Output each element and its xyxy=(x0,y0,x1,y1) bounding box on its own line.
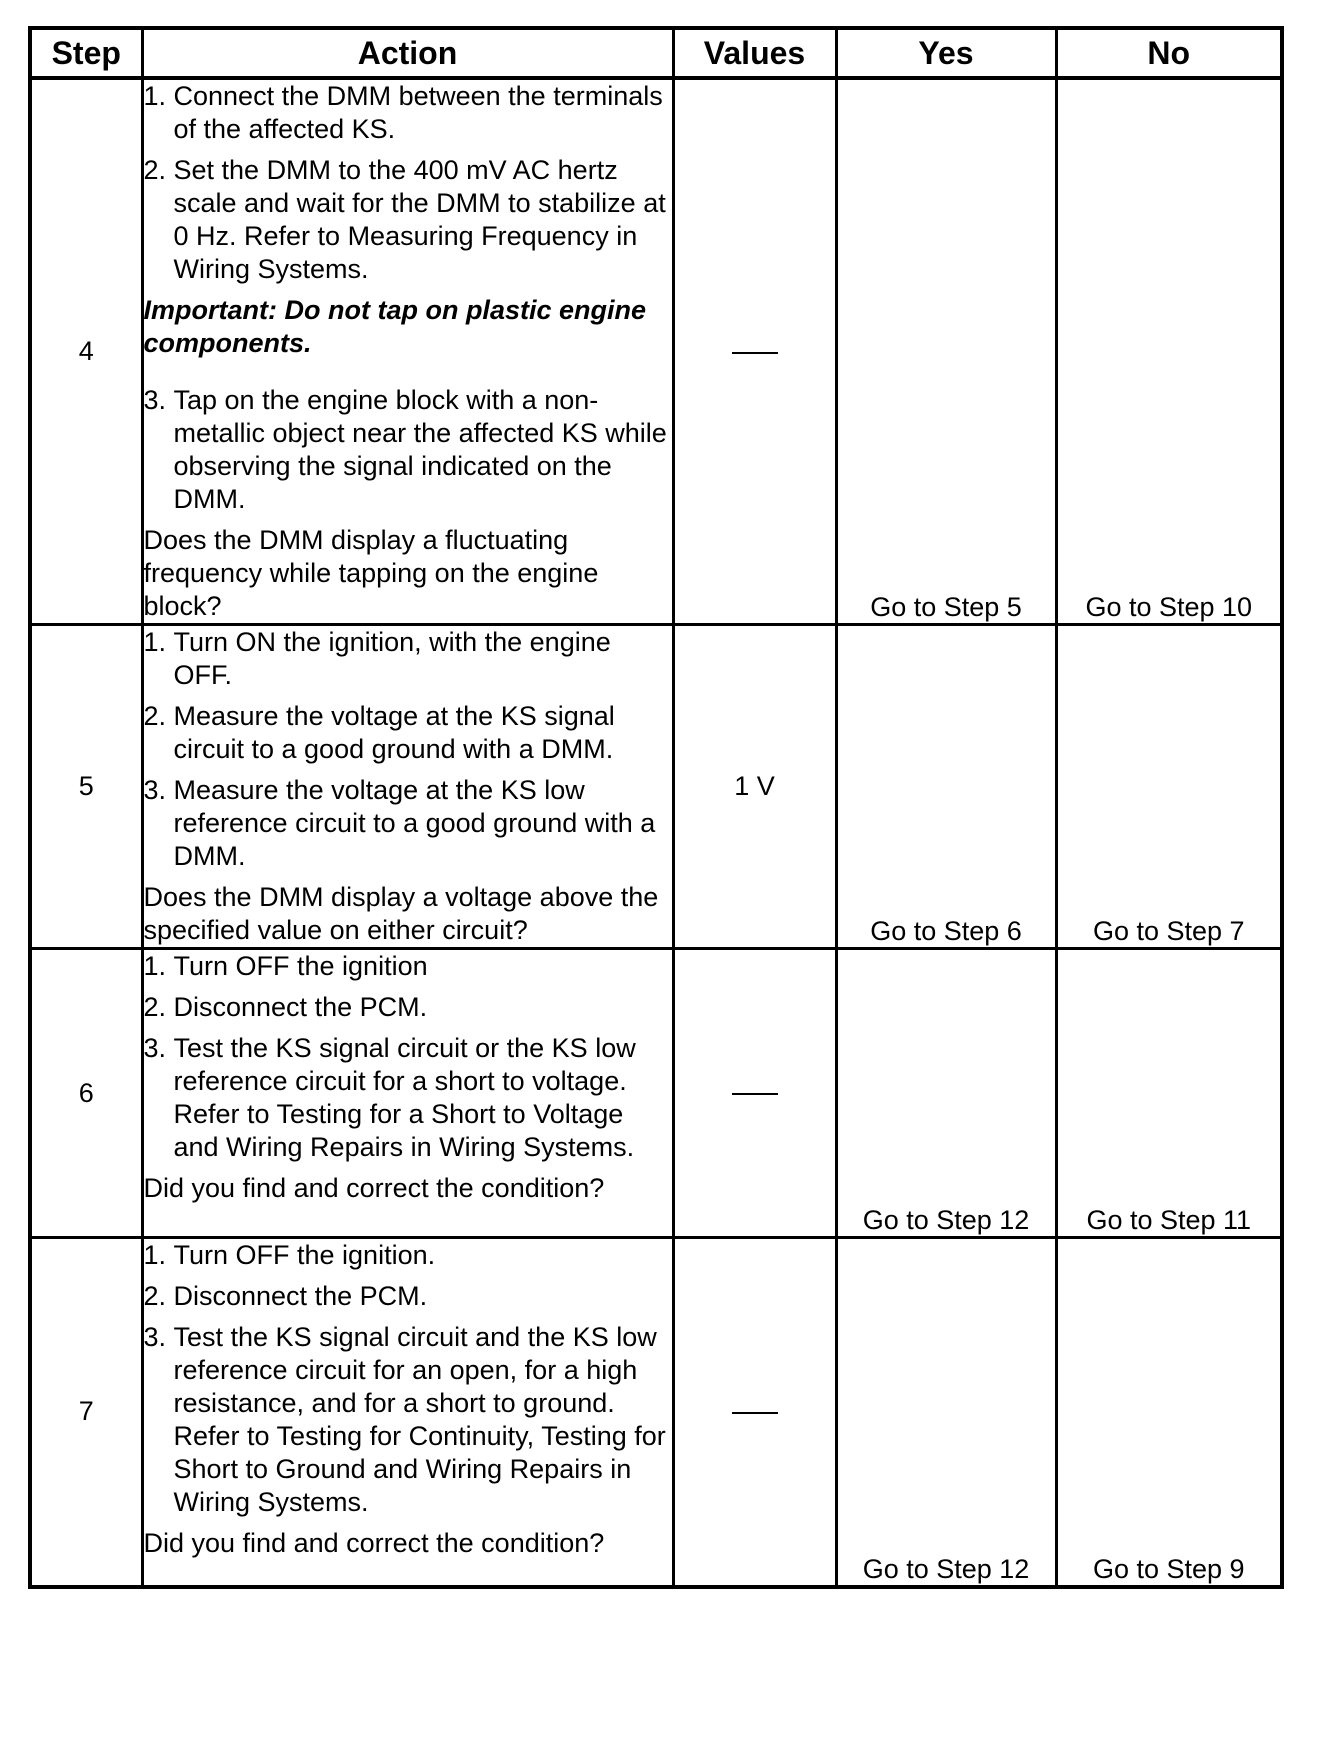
item-number: 2. xyxy=(143,701,167,731)
no-cell: Go to Step 9 xyxy=(1056,1238,1282,1587)
value-cell xyxy=(673,78,836,625)
action-item xyxy=(144,991,672,1024)
item-number: 3. xyxy=(143,775,167,805)
header-values: Values xyxy=(673,28,836,78)
table-row xyxy=(30,78,1282,625)
action-question: Did you find and correct the condition? xyxy=(143,1528,605,1558)
item-text: Turn ON the ignition, with the engine OFF. xyxy=(173,627,611,690)
value-cell xyxy=(673,1238,836,1587)
action-question: Does the DMM display a voltage above the specified value on either circuit? xyxy=(143,882,659,945)
item-text: Test the KS signal circuit and the KS low reference circuit for an open, for a high resistance, and for a short to ground. Refer to Testing for Continuity, Testing for Short to Ground and Wiring Repairs in Wiring Systems. xyxy=(173,1322,666,1517)
action-item xyxy=(144,1280,672,1313)
item-number: 1. xyxy=(143,1240,167,1270)
header-no: No xyxy=(1056,28,1282,78)
step-number: 5 xyxy=(30,625,142,949)
item-text: Disconnect the PCM. xyxy=(173,1281,428,1311)
item-text: Measure the voltage at the KS low reference circuit to a good ground with a DMM. xyxy=(173,775,656,871)
action-item xyxy=(144,950,672,983)
item-number: 1. xyxy=(143,951,167,981)
no-cell: Go to Step 11 xyxy=(1056,949,1282,1238)
step-number: 7 xyxy=(30,1238,142,1587)
action-item xyxy=(144,700,672,766)
header-step: Step xyxy=(30,28,142,78)
action-cell xyxy=(142,78,673,625)
step-number: 4 xyxy=(30,78,142,625)
item-text: Set the DMM to the 400 mV AC hertz scale and wait for the DMM to stabilize at 0 Hz. Refer to Measuring Frequency in Wiring Systems. xyxy=(173,155,666,284)
item-number: 2. xyxy=(143,1281,167,1311)
item-number: 3. xyxy=(143,1322,167,1352)
value-cell: 1 V xyxy=(673,625,836,949)
action-cell xyxy=(142,949,673,1238)
item-text: Turn OFF the ignition. xyxy=(173,1240,436,1270)
table-row xyxy=(30,949,1282,1238)
important-note: Important: Do not tap on plastic engine components. xyxy=(143,295,646,358)
no-cell: Go to Step 10 xyxy=(1056,78,1282,625)
item-number: 3. xyxy=(143,385,167,415)
step-number: 6 xyxy=(30,949,142,1238)
empty-value-dash xyxy=(732,1093,778,1095)
action-item xyxy=(144,80,672,146)
action-cell xyxy=(142,625,673,949)
item-number: 2. xyxy=(143,155,167,185)
yes-cell: Go to Step 5 xyxy=(836,78,1056,625)
action-item xyxy=(144,626,672,692)
action-cell xyxy=(142,1238,673,1587)
diagnostic-table xyxy=(28,26,1284,1589)
header-yes: Yes xyxy=(836,28,1056,78)
action-question: Does the DMM display a fluctuating frequency while tapping on the engine block? xyxy=(143,525,599,621)
item-number: 1. xyxy=(143,627,167,657)
action-question: Did you find and correct the condition? xyxy=(143,1173,605,1203)
item-text: Tap on the engine block with a non-metallic object near the affected KS while observing the signal indicated on the DMM. xyxy=(173,385,667,514)
empty-value-dash xyxy=(732,1412,778,1414)
no-cell: Go to Step 7 xyxy=(1056,625,1282,949)
item-text: Turn OFF the ignition xyxy=(173,951,428,981)
item-number: 2. xyxy=(143,992,167,1022)
yes-cell: Go to Step 12 xyxy=(836,949,1056,1238)
yes-cell: Go to Step 12 xyxy=(836,1238,1056,1587)
action-item xyxy=(144,1239,672,1272)
empty-value-dash xyxy=(732,352,778,354)
header-action: Action xyxy=(142,28,673,78)
item-text: Connect the DMM between the terminals of the affected KS. xyxy=(173,81,663,144)
yes-cell: Go to Step 6 xyxy=(836,625,1056,949)
item-text: Test the KS signal circuit or the KS low reference circuit for a short to voltage. Refer to Testing for a Short to Voltage and Wiring Repairs in Wiring Systems. xyxy=(173,1033,636,1162)
action-item xyxy=(144,1321,672,1519)
action-item xyxy=(144,154,672,286)
value-cell xyxy=(673,949,836,1238)
action-item xyxy=(144,774,672,873)
table-row xyxy=(30,625,1282,949)
item-text: Measure the voltage at the KS signal circuit to a good ground with a DMM. xyxy=(173,701,615,764)
table-row xyxy=(30,1238,1282,1587)
item-number: 3. xyxy=(143,1033,167,1063)
header-row xyxy=(30,28,1282,78)
action-item xyxy=(144,384,672,516)
item-text: Disconnect the PCM. xyxy=(173,992,428,1022)
item-number: 1. xyxy=(143,81,167,111)
action-item xyxy=(144,1032,672,1164)
